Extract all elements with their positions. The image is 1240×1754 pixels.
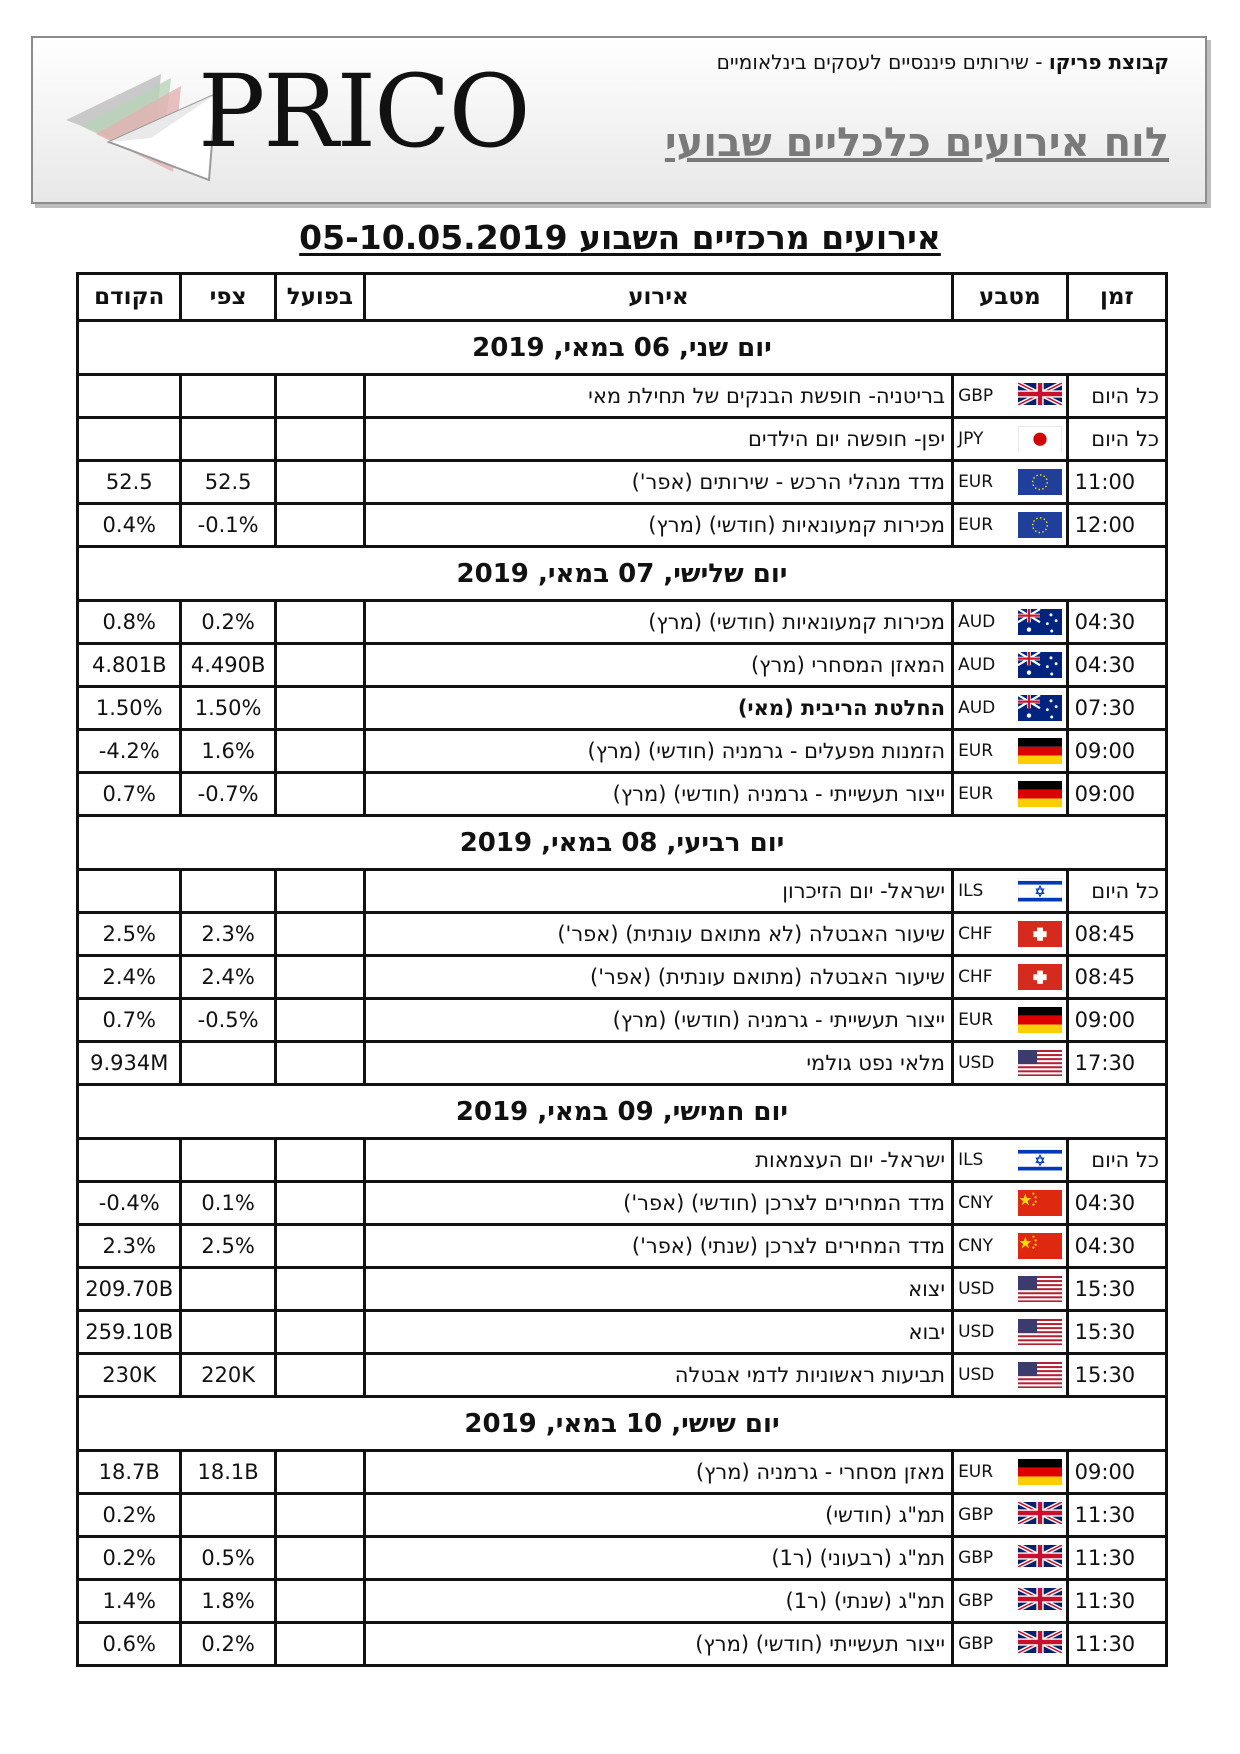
event-forecast: 2.3% <box>181 913 275 956</box>
event-forecast: 0.5% <box>181 1537 275 1580</box>
event-currency-cell <box>953 1451 1068 1494</box>
event-forecast: 1.8% <box>181 1580 275 1623</box>
table-header-row <box>78 274 1167 321</box>
currency-code: CHF <box>958 967 993 987</box>
event-time: 11:30 <box>1067 1623 1166 1666</box>
company-line <box>717 50 1169 74</box>
event-row <box>78 1580 1167 1623</box>
currency-code: CNY <box>958 1236 994 1256</box>
event-row <box>78 1451 1167 1494</box>
event-actual <box>275 913 364 956</box>
currency-code: CHF <box>958 924 993 944</box>
event-currency-cell <box>953 870 1068 913</box>
event-currency-cell <box>953 1311 1068 1354</box>
event-actual <box>275 644 364 687</box>
event-previous <box>78 418 181 461</box>
currency-code: AUD <box>958 612 996 632</box>
event-time: 08:45 <box>1067 956 1166 999</box>
event-name: מכירות קמעונאיות (חודשי) (מרץ) <box>364 504 952 547</box>
event-previous: 52.5 <box>78 461 181 504</box>
event-name: המאזן המסחרי (מרץ) <box>364 644 952 687</box>
event-time: 15:30 <box>1067 1354 1166 1397</box>
event-currency-cell <box>953 1537 1068 1580</box>
event-forecast: -0.7% <box>181 773 275 816</box>
event-forecast: 2.4% <box>181 956 275 999</box>
day-header-row <box>78 816 1167 870</box>
event-currency-cell <box>953 504 1068 547</box>
event-name: ייצור תעשייתי (חודשי) (מרץ) <box>364 1623 952 1666</box>
event-row <box>78 644 1167 687</box>
event-currency-cell <box>953 1354 1068 1397</box>
flag-gb-icon <box>1018 1545 1062 1571</box>
event-time: כל היום <box>1067 375 1166 418</box>
event-time: 04:30 <box>1067 601 1166 644</box>
flag-au-icon <box>1018 695 1062 721</box>
flag-cn-icon <box>1018 1233 1062 1259</box>
event-currency-cell <box>953 687 1068 730</box>
event-previous: -0.4% <box>78 1182 181 1225</box>
event-row <box>78 1182 1167 1225</box>
flag-de-icon <box>1018 1459 1062 1485</box>
event-name: מדד מנהלי הרכש - שירותים (אפר') <box>364 461 952 504</box>
event-actual <box>275 956 364 999</box>
event-previous: 2.4% <box>78 956 181 999</box>
event-name: ייצור תעשייתי - גרמניה (חודשי) (מרץ) <box>364 999 952 1042</box>
flag-jp-icon <box>1018 426 1062 452</box>
event-name: בריטניה- חופשת הבנקים של תחילת מאי <box>364 375 952 418</box>
event-previous: 0.4% <box>78 504 181 547</box>
event-actual <box>275 1268 364 1311</box>
event-forecast: 0.2% <box>181 601 275 644</box>
event-name: יפן- חופשה יום הילדים <box>364 418 952 461</box>
event-previous: 0.2% <box>78 1537 181 1580</box>
event-time: 04:30 <box>1067 1182 1166 1225</box>
event-row <box>78 730 1167 773</box>
board-title: לוח אירועים כלכליים שבועי <box>664 120 1169 166</box>
flag-us-icon <box>1018 1050 1062 1076</box>
event-previous: 0.2% <box>78 1494 181 1537</box>
event-previous: 209.70B <box>78 1268 181 1311</box>
currency-code: EUR <box>958 1010 994 1030</box>
flag-cn-icon <box>1018 1190 1062 1216</box>
currency-code: AUD <box>958 698 996 718</box>
currency-code: ILS <box>958 1150 984 1170</box>
day-header-row <box>78 321 1167 375</box>
currency-code: GBP <box>958 1634 994 1654</box>
event-row <box>78 1225 1167 1268</box>
event-forecast: 0.1% <box>181 1182 275 1225</box>
event-time: כל היום <box>1067 1139 1166 1182</box>
event-time: 08:45 <box>1067 913 1166 956</box>
event-currency-cell <box>953 1623 1068 1666</box>
event-time: 11:30 <box>1067 1580 1166 1623</box>
event-name: שיעור האבטלה (לא מתואם עונתית) (אפר') <box>364 913 952 956</box>
event-currency-cell <box>953 644 1068 687</box>
currency-code: JPY <box>958 429 984 449</box>
event-name: ישראל- יום הזיכרון <box>364 870 952 913</box>
event-previous: 9.934M <box>78 1042 181 1085</box>
event-forecast <box>181 1494 275 1537</box>
currency-code: EUR <box>958 784 994 804</box>
event-name: תמ"ג (שנתי) (ר1) <box>364 1580 952 1623</box>
flag-de-icon <box>1018 781 1062 807</box>
event-currency-cell <box>953 1494 1068 1537</box>
event-actual <box>275 375 364 418</box>
col-header-previous: הקודם <box>78 274 181 321</box>
event-row <box>78 375 1167 418</box>
flag-gb-icon <box>1018 1631 1062 1657</box>
event-time: 09:00 <box>1067 773 1166 816</box>
company-description: - שירותים פיננסיים לעסקים בינלאומיים <box>716 50 1049 74</box>
event-name: שיעור האבטלה (מתואם עונתית) (אפר') <box>364 956 952 999</box>
event-currency-cell <box>953 1225 1068 1268</box>
event-name: מדד המחירים לצרכן (שנתי) (אפר') <box>364 1225 952 1268</box>
flag-gb-icon <box>1018 1588 1062 1614</box>
event-name: יצוא <box>364 1268 952 1311</box>
event-previous <box>78 375 181 418</box>
event-name: החלטת הריבית (מאי) <box>364 687 952 730</box>
event-time: 11:00 <box>1067 461 1166 504</box>
event-row <box>78 418 1167 461</box>
event-actual <box>275 1537 364 1580</box>
event-previous: 259.10B <box>78 1311 181 1354</box>
event-actual <box>275 1139 364 1182</box>
event-time: כל היום <box>1067 870 1166 913</box>
flag-de-icon <box>1018 1007 1062 1033</box>
currency-code: GBP <box>958 1548 994 1568</box>
event-previous: 1.4% <box>78 1580 181 1623</box>
event-currency-cell <box>953 1580 1068 1623</box>
event-actual <box>275 418 364 461</box>
event-forecast <box>181 418 275 461</box>
event-name: יבוא <box>364 1311 952 1354</box>
currency-code: USD <box>958 1365 995 1385</box>
flag-us-icon <box>1018 1319 1062 1345</box>
flag-il-icon <box>1018 1147 1062 1173</box>
company-name: קבוצת פריקו <box>1048 50 1169 74</box>
event-name: מדד המחירים לצרכן (חודשי) (אפר') <box>364 1182 952 1225</box>
event-forecast: 2.5% <box>181 1225 275 1268</box>
event-row <box>78 1623 1167 1666</box>
event-time: 04:30 <box>1067 1225 1166 1268</box>
event-time: 15:30 <box>1067 1268 1166 1311</box>
event-time: 09:00 <box>1067 1451 1166 1494</box>
event-actual <box>275 1494 364 1537</box>
event-currency-cell <box>953 913 1068 956</box>
day-header-row <box>78 1085 1167 1139</box>
event-previous <box>78 1139 181 1182</box>
event-actual <box>275 1623 364 1666</box>
event-previous: 4.801B <box>78 644 181 687</box>
event-previous: 0.8% <box>78 601 181 644</box>
events-table <box>76 272 1168 1667</box>
event-actual <box>275 1311 364 1354</box>
event-actual <box>275 1354 364 1397</box>
currency-code: EUR <box>958 741 994 761</box>
event-forecast: 1.50% <box>181 687 275 730</box>
event-row <box>78 913 1167 956</box>
event-name: מכירות קמעונאיות (חודשי) (מרץ) <box>364 601 952 644</box>
flag-de-icon <box>1018 738 1062 764</box>
event-currency-cell <box>953 461 1068 504</box>
event-time: 15:30 <box>1067 1311 1166 1354</box>
day-title: יום שני, 06 במאי, 2019 <box>78 321 1167 375</box>
event-time: 09:00 <box>1067 999 1166 1042</box>
event-forecast <box>181 1139 275 1182</box>
event-forecast: 52.5 <box>181 461 275 504</box>
event-forecast: 4.490B <box>181 644 275 687</box>
event-previous: 1.50% <box>78 687 181 730</box>
events-body <box>78 321 1167 1666</box>
currency-code: GBP <box>958 386 994 406</box>
event-actual <box>275 601 364 644</box>
flag-ch-icon <box>1018 921 1062 947</box>
event-currency-cell <box>953 375 1068 418</box>
event-previous: 2.3% <box>78 1225 181 1268</box>
event-currency-cell <box>953 773 1068 816</box>
prico-logo-icon <box>61 68 221 186</box>
flag-au-icon <box>1018 609 1062 635</box>
event-previous: 0.7% <box>78 773 181 816</box>
event-name: ישראל- יום העצמאות <box>364 1139 952 1182</box>
event-actual <box>275 1225 364 1268</box>
day-title: יום רביעי, 08 במאי, 2019 <box>78 816 1167 870</box>
event-currency-cell <box>953 418 1068 461</box>
event-currency-cell <box>953 999 1068 1042</box>
col-header-actual: בפועל <box>275 274 364 321</box>
event-actual <box>275 687 364 730</box>
event-forecast <box>181 1042 275 1085</box>
event-time: כל היום <box>1067 418 1166 461</box>
event-currency-cell <box>953 1042 1068 1085</box>
flag-eu-icon <box>1018 512 1062 538</box>
currency-code: GBP <box>958 1505 994 1525</box>
event-row <box>78 1537 1167 1580</box>
currency-code: GBP <box>958 1591 994 1611</box>
event-actual <box>275 461 364 504</box>
event-actual <box>275 1182 364 1225</box>
currency-code: CNY <box>958 1193 994 1213</box>
event-row <box>78 870 1167 913</box>
event-forecast <box>181 870 275 913</box>
event-time: 11:30 <box>1067 1537 1166 1580</box>
event-previous: 230K <box>78 1354 181 1397</box>
flag-gb-icon <box>1018 383 1062 409</box>
flag-il-icon <box>1018 878 1062 904</box>
day-title: יום שישי, 10 במאי, 2019 <box>78 1397 1167 1451</box>
currency-code: EUR <box>958 1462 994 1482</box>
event-time: 17:30 <box>1067 1042 1166 1085</box>
event-name: ייצור תעשייתי - גרמניה (חודשי) (מרץ) <box>364 773 952 816</box>
event-currency-cell <box>953 1268 1068 1311</box>
event-row <box>78 1139 1167 1182</box>
currency-code: ILS <box>958 881 984 901</box>
event-forecast: 1.6% <box>181 730 275 773</box>
event-actual <box>275 1580 364 1623</box>
event-currency-cell <box>953 730 1068 773</box>
event-name: תביעות ראשוניות לדמי אבטלה <box>364 1354 952 1397</box>
event-forecast <box>181 1311 275 1354</box>
event-previous: 0.6% <box>78 1623 181 1666</box>
event-forecast: -0.1% <box>181 504 275 547</box>
day-header-row <box>78 1397 1167 1451</box>
event-forecast: -0.5% <box>181 999 275 1042</box>
event-currency-cell <box>953 1182 1068 1225</box>
day-title: יום שלישי, 07 במאי, 2019 <box>78 547 1167 601</box>
event-forecast <box>181 1268 275 1311</box>
col-header-forecast: צפי <box>181 274 275 321</box>
col-header-time: זמן <box>1067 274 1166 321</box>
col-header-event: אירוע <box>364 274 952 321</box>
event-time: 11:30 <box>1067 1494 1166 1537</box>
event-time: 09:00 <box>1067 730 1166 773</box>
event-actual <box>275 730 364 773</box>
event-forecast <box>181 375 275 418</box>
event-name: תמ"ג (רבעוני) (ר1) <box>364 1537 952 1580</box>
event-forecast: 220K <box>181 1354 275 1397</box>
currency-code: EUR <box>958 472 994 492</box>
flag-us-icon <box>1018 1362 1062 1388</box>
flag-eu-icon <box>1018 469 1062 495</box>
header-box <box>31 36 1207 204</box>
event-row <box>78 956 1167 999</box>
event-row <box>78 1494 1167 1537</box>
event-currency-cell <box>953 956 1068 999</box>
currency-code: AUD <box>958 655 996 675</box>
flag-ch-icon <box>1018 964 1062 990</box>
day-header-row <box>78 547 1167 601</box>
event-row <box>78 1268 1167 1311</box>
flag-au-icon <box>1018 652 1062 678</box>
event-time: 12:00 <box>1067 504 1166 547</box>
currency-code: USD <box>958 1322 995 1342</box>
event-row <box>78 999 1167 1042</box>
event-name: תמ"ג (חודשי) <box>364 1494 952 1537</box>
day-title: יום חמישי, 09 במאי, 2019 <box>78 1085 1167 1139</box>
flag-us-icon <box>1018 1276 1062 1302</box>
event-time: 04:30 <box>1067 644 1166 687</box>
event-row <box>78 773 1167 816</box>
event-previous: 18.7B <box>78 1451 181 1494</box>
event-actual <box>275 773 364 816</box>
col-header-currency: מטבע <box>953 274 1068 321</box>
event-row <box>78 461 1167 504</box>
event-actual <box>275 1042 364 1085</box>
event-currency-cell <box>953 1139 1068 1182</box>
event-previous: -4.2% <box>78 730 181 773</box>
event-name: הזמנות מפעלים - גרמניה (חודשי) (מרץ) <box>364 730 952 773</box>
flag-gb-icon <box>1018 1502 1062 1528</box>
event-name: מאזן מסחרי - גרמניה (מרץ) <box>364 1451 952 1494</box>
event-row <box>78 687 1167 730</box>
event-previous <box>78 870 181 913</box>
event-previous: 0.7% <box>78 999 181 1042</box>
currency-code: USD <box>958 1279 995 1299</box>
event-time: 07:30 <box>1067 687 1166 730</box>
event-row <box>78 1311 1167 1354</box>
event-actual <box>275 504 364 547</box>
week-title <box>0 218 1240 257</box>
event-previous: 2.5% <box>78 913 181 956</box>
prico-logo-text: PRICO <box>198 53 529 170</box>
event-row <box>78 601 1167 644</box>
event-forecast: 0.2% <box>181 1623 275 1666</box>
currency-code: USD <box>958 1053 995 1073</box>
event-actual <box>275 870 364 913</box>
event-row <box>78 1042 1167 1085</box>
event-currency-cell <box>953 601 1068 644</box>
event-row <box>78 504 1167 547</box>
event-row <box>78 1354 1167 1397</box>
week-title-text: אירועים מרכזיים השבוע 05-10.05.2019 <box>299 218 941 257</box>
event-forecast: 18.1B <box>181 1451 275 1494</box>
event-actual <box>275 999 364 1042</box>
event-actual <box>275 1451 364 1494</box>
currency-code: EUR <box>958 515 994 535</box>
event-name: מלאי נפט גולמי <box>364 1042 952 1085</box>
